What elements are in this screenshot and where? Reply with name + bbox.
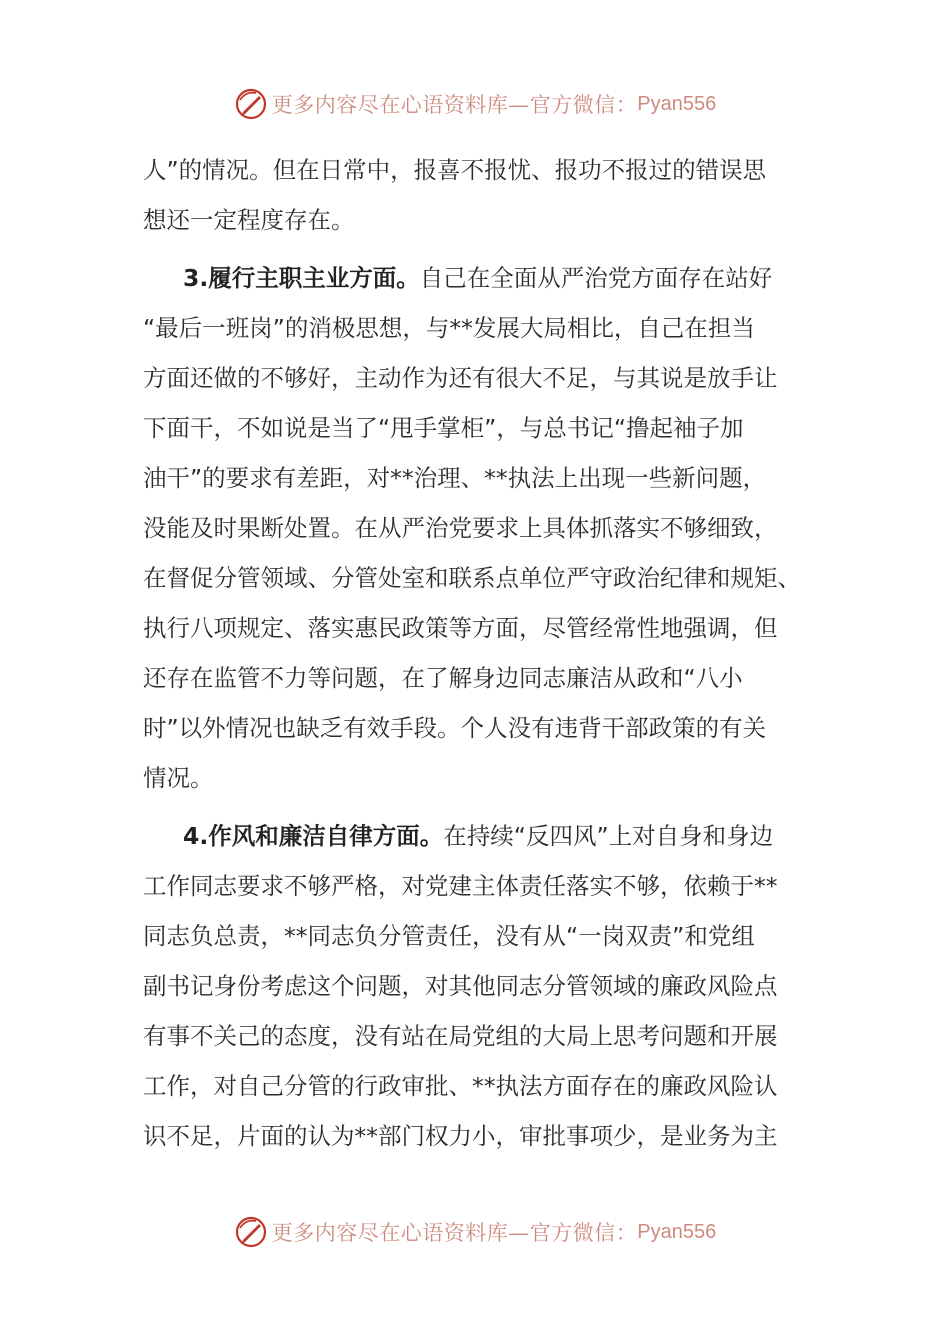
pen-logo-icon bbox=[234, 87, 268, 121]
pen-logo-icon bbox=[234, 1215, 268, 1249]
watermark-contact: Pyan556 bbox=[637, 92, 717, 115]
text-line: 下面干，不如说是当了“甩手掌柜”，与总书记“撸起袖子加 bbox=[143, 414, 744, 442]
text-run: 在持续“反四风”上对自身和身边 bbox=[443, 822, 774, 850]
text-line: 还存在监管不力等问题，在了解身边同志廉洁从政和“八小 bbox=[143, 664, 743, 692]
text-line: 同志负总责，**同志负分管责任，没有从“一岗双责”和党组 bbox=[143, 922, 755, 950]
text-line: 想还一定程度存在。 bbox=[143, 206, 355, 234]
text-line: 工作，对自己分管的行政审批、**执法方面存在的廉政风险认 bbox=[143, 1072, 778, 1100]
text-line: 没能及时果断处置。在从严治党要求上具体抓落实不够细致， bbox=[143, 514, 778, 542]
text-line: 情况。 bbox=[143, 764, 214, 792]
text-line bbox=[143, 811, 805, 861]
text-line: 有事不关己的态度，没有站在局党组的大局上思考问题和开展 bbox=[143, 1022, 778, 1050]
header-watermark bbox=[0, 82, 950, 126]
document-body bbox=[143, 145, 805, 1161]
text-line: 方面还做的不够好，主动作为还有很大不足，与其说是放手让 bbox=[143, 364, 778, 392]
text-line: “最后一班岗”的消极思想，与**发展大局相比，自己在担当 bbox=[143, 314, 755, 342]
text-line bbox=[143, 253, 805, 303]
section-heading: 4.作风和廉洁自律方面。 bbox=[183, 822, 444, 850]
text-line: 识不足，片面的认为**部门权力小，审批事项少，是业务为主 bbox=[143, 1122, 778, 1150]
watermark-text: 更多内容尽在心语资料库—官方微信： bbox=[271, 93, 638, 117]
text-line: 人”的情况。但在日常中，报喜不报忧、报功不报过的错误思 bbox=[143, 156, 767, 184]
section-heading: 3.履行主职主业方面。 bbox=[183, 264, 420, 292]
text-line: 时”以外情况也缺乏有效手段。个人没有违背干部政策的有关 bbox=[143, 714, 767, 742]
text-line: 工作同志要求不够严格，对党建主体责任落实不够，依赖于** bbox=[143, 872, 778, 900]
text-line: 执行八项规定、落实惠民政策等方面，尽管经常性地强调，但 bbox=[143, 614, 778, 642]
text-line: 副书记身份考虑这个问题，对其他同志分管领域的廉政风险点 bbox=[143, 972, 778, 1000]
text-line: 在督促分管领域、分管处室和联系点单位严守政治纪律和规矩、 bbox=[143, 564, 801, 592]
paragraph bbox=[143, 253, 805, 803]
text-run: 自己在全面从严治党方面存在站好 bbox=[419, 264, 773, 292]
text-line: 油干”的要求有差距，对**治理、**执法上出现一些新问题， bbox=[143, 464, 767, 492]
watermark-contact: Pyan556 bbox=[637, 1220, 717, 1243]
paragraph bbox=[143, 811, 805, 1161]
footer-watermark bbox=[0, 1210, 950, 1254]
watermark-text: 更多内容尽在心语资料库—官方微信： bbox=[271, 1221, 638, 1245]
paragraph bbox=[143, 145, 805, 245]
